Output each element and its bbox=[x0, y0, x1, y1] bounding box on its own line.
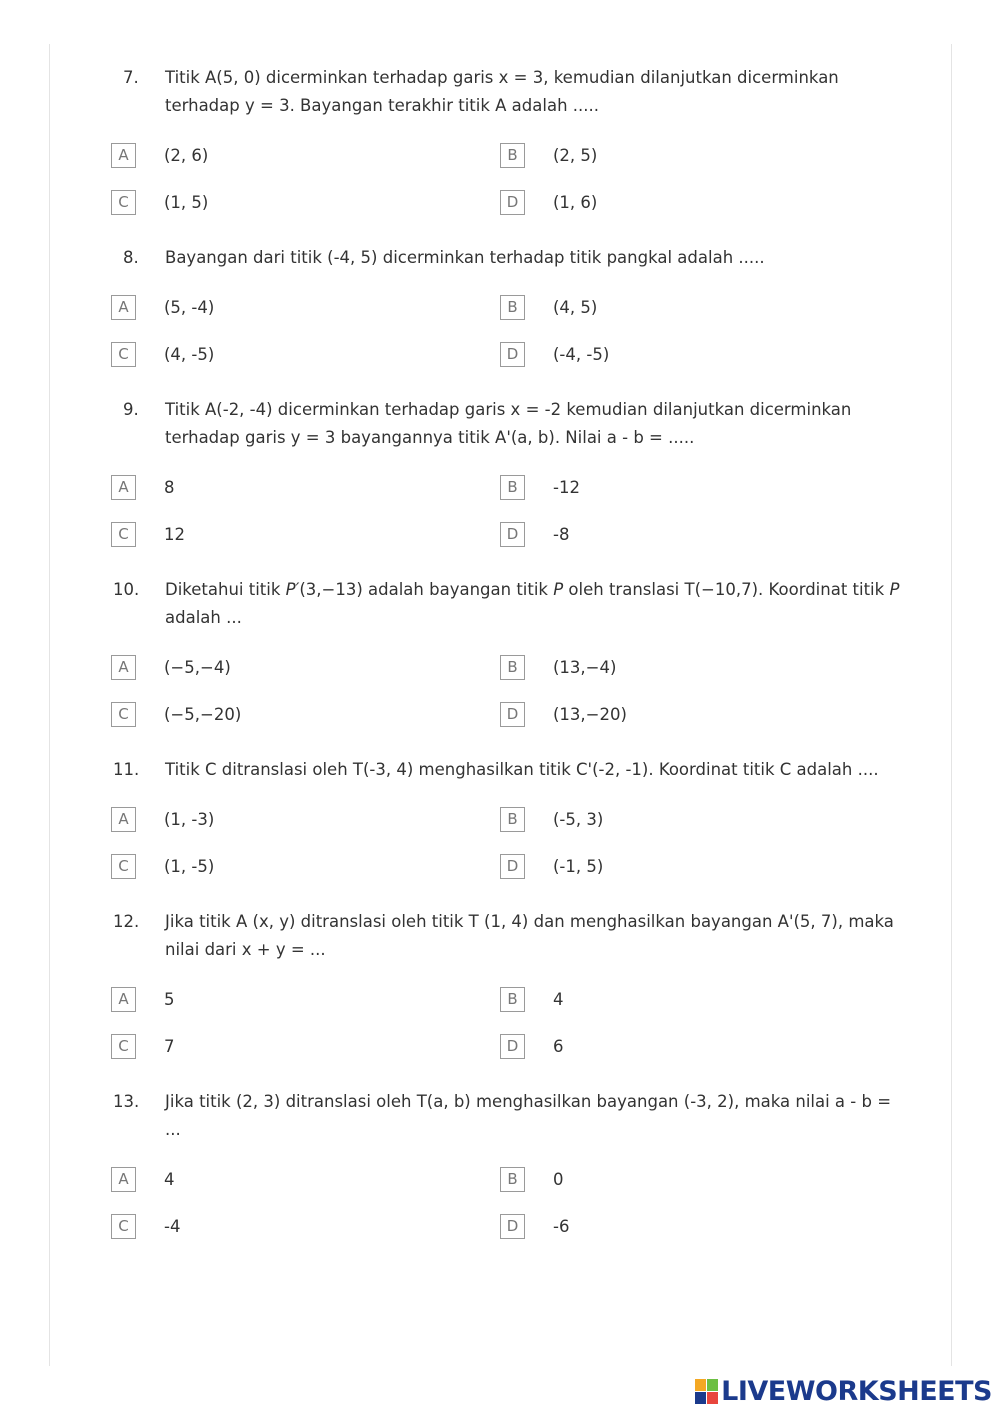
question-12 bbox=[0, 908, 1000, 1081]
question-11 bbox=[0, 756, 1000, 901]
option-text: 5 bbox=[164, 990, 175, 1009]
question-text bbox=[165, 580, 899, 627]
option-text: -4 bbox=[164, 1217, 181, 1236]
option-letter-box: A bbox=[111, 475, 136, 500]
option-letter-box: B bbox=[500, 1167, 525, 1192]
option-text: (-5, 3) bbox=[553, 810, 604, 829]
option-letter-box: D bbox=[500, 1214, 525, 1239]
option-letter-box: B bbox=[500, 475, 525, 500]
question-text: Titik C ditranslasi oleh T(-3, 4) menghasilkan titik C'(-2, -1). Koordinat titik C adalah .... bbox=[165, 760, 879, 779]
point-p: P bbox=[889, 580, 900, 599]
question-text-part: (3,−13) adalah bayangan titik bbox=[299, 580, 554, 599]
option-letter-box: D bbox=[500, 854, 525, 879]
option-letter-box: B bbox=[500, 987, 525, 1012]
question-number: 10. bbox=[113, 580, 140, 599]
question-number: 9. bbox=[123, 400, 139, 419]
option-text: 12 bbox=[164, 525, 185, 544]
option-text: (2, 5) bbox=[553, 146, 598, 165]
option-letter-box: C bbox=[111, 190, 136, 215]
option-text: (5, -4) bbox=[164, 298, 215, 317]
question-number: 7. bbox=[123, 68, 139, 87]
option-text: (1, 5) bbox=[164, 193, 209, 212]
logo-icon-tile bbox=[707, 1379, 718, 1391]
option-text: (−5,−20) bbox=[164, 705, 242, 724]
point-p-prime: P′ bbox=[285, 580, 300, 599]
question-text-part: oleh translasi T(−10,7). Koordinat titik bbox=[563, 580, 890, 599]
option-letter-box: D bbox=[500, 190, 525, 215]
logo-icon-tile bbox=[707, 1392, 718, 1404]
option-letter-box: B bbox=[500, 655, 525, 680]
option-letter-box: C bbox=[111, 342, 136, 367]
option-letter-box: B bbox=[500, 143, 525, 168]
option-letter-box: B bbox=[500, 807, 525, 832]
option-text: 0 bbox=[553, 1170, 564, 1189]
option-text: (13,−20) bbox=[553, 705, 627, 724]
option-text: (2, 6) bbox=[164, 146, 209, 165]
question-text: Jika titik A (x, y) ditranslasi oleh titik T (1, 4) dan menghasilkan bayangan A'(5, 7), maka nilai dari x + y = ... bbox=[165, 912, 894, 959]
option-text: 6 bbox=[553, 1037, 564, 1056]
question-number: 11. bbox=[113, 760, 140, 779]
option-text: -8 bbox=[553, 525, 570, 544]
option-letter-box: C bbox=[111, 702, 136, 727]
option-letter-box: B bbox=[500, 295, 525, 320]
logo-icon-tile bbox=[695, 1379, 706, 1391]
option-text: -6 bbox=[553, 1217, 570, 1236]
option-text: 4 bbox=[553, 990, 564, 1009]
option-letter-box: C bbox=[111, 522, 136, 547]
option-letter-box: A bbox=[111, 987, 136, 1012]
question-number: 8. bbox=[123, 248, 139, 267]
option-text: (4, 5) bbox=[553, 298, 598, 317]
liveworksheets-logo-icon bbox=[695, 1379, 717, 1403]
option-text: 4 bbox=[164, 1170, 175, 1189]
option-text: (−5,−4) bbox=[164, 658, 231, 677]
worksheet-content bbox=[0, 64, 1000, 1261]
option-text: (4, -5) bbox=[164, 345, 215, 364]
option-text: (1, -5) bbox=[164, 857, 215, 876]
question-text: Bayangan dari titik (-4, 5) dicerminkan terhadap titik pangkal adalah ..... bbox=[165, 248, 765, 267]
option-letter-box: A bbox=[111, 1167, 136, 1192]
question-8 bbox=[0, 244, 1000, 389]
option-letter-box: C bbox=[111, 1214, 136, 1239]
point-p: P bbox=[553, 580, 564, 599]
option-text: 8 bbox=[164, 478, 175, 497]
option-letter-box: A bbox=[111, 295, 136, 320]
question-13 bbox=[0, 1088, 1000, 1261]
option-letter-box: D bbox=[500, 342, 525, 367]
option-text: (1, -3) bbox=[164, 810, 215, 829]
logo-icon-tile bbox=[695, 1392, 706, 1404]
option-letter-box: A bbox=[111, 655, 136, 680]
option-letter-box: C bbox=[111, 1034, 136, 1059]
question-number: 12. bbox=[113, 912, 140, 931]
option-letter-box: D bbox=[500, 702, 525, 727]
logo-text: LIVEWORKSHEETS bbox=[721, 1375, 992, 1407]
question-number: 13. bbox=[113, 1092, 140, 1111]
question-text: Jika titik (2, 3) ditranslasi oleh T(a, b) menghasilkan bayangan (-3, 2), maka nilai a - b = ... bbox=[165, 1092, 892, 1139]
option-letter-box: A bbox=[111, 807, 136, 832]
option-letter-box: A bbox=[111, 143, 136, 168]
question-7 bbox=[0, 64, 1000, 237]
question-text-part: Diketahui titik bbox=[165, 580, 286, 599]
option-text: (13,−4) bbox=[553, 658, 617, 677]
question-10 bbox=[0, 576, 1000, 749]
option-letter-box: C bbox=[111, 854, 136, 879]
question-text: Titik A(-2, -4) dicerminkan terhadap garis x = -2 kemudian dilanjutkan dicerminkan terhadap garis y = 3 bayangannya titik A'(a, b). Nilai a - b = ..... bbox=[165, 400, 852, 447]
option-text: (1, 6) bbox=[553, 193, 598, 212]
option-text: (-4, -5) bbox=[553, 345, 610, 364]
option-text: (-1, 5) bbox=[553, 857, 604, 876]
option-letter-box: D bbox=[500, 1034, 525, 1059]
question-text-part: adalah ... bbox=[165, 608, 242, 627]
option-text: -12 bbox=[553, 478, 580, 497]
question-text: Titik A(5, 0) dicerminkan terhadap garis x = 3, kemudian dilanjutkan dicerminkan terhadap y = 3. Bayangan terakhir titik A adalah ..... bbox=[165, 68, 839, 115]
option-text: 7 bbox=[164, 1037, 175, 1056]
question-9 bbox=[0, 396, 1000, 569]
option-letter-box: D bbox=[500, 522, 525, 547]
liveworksheets-logo bbox=[695, 1373, 992, 1409]
